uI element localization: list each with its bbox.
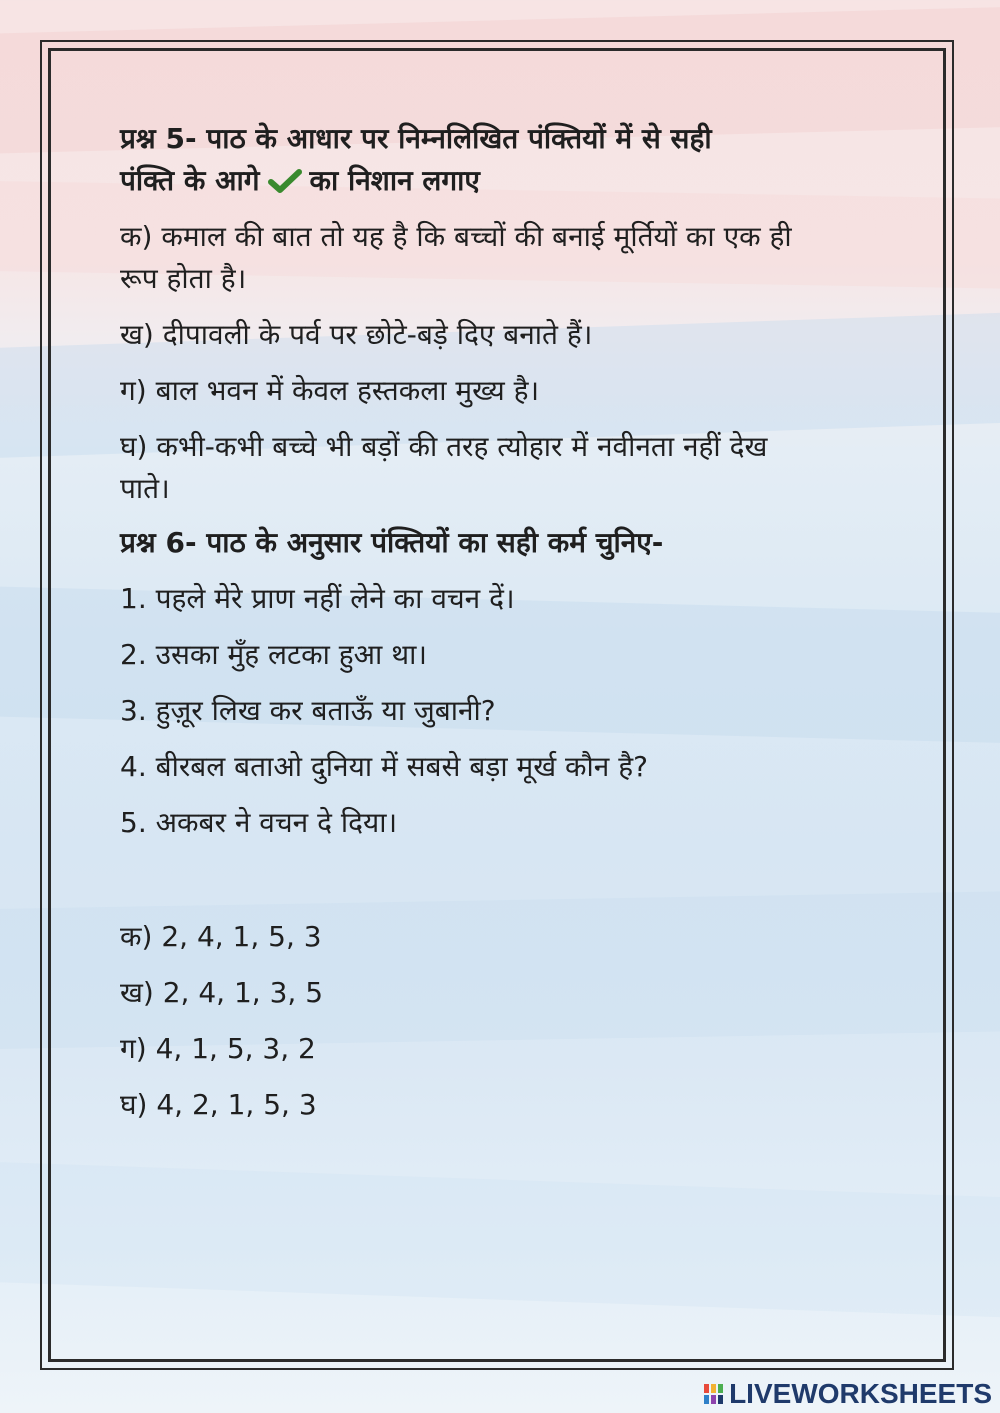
question-5-title-before: पंक्ति के आगे [120,164,260,197]
question-5-title-after: का निशान लगाए [309,164,480,197]
question-5-option-d[interactable] [120,426,900,510]
sentence-line: 3. हुज़ूर लिख कर बताऊँ या जुबानी? [120,694,496,727]
question-6-choice-d[interactable]: घ) 4, 2, 1, 5, 3 [120,1088,317,1121]
question-6-choice-c[interactable]: ग) 4, 1, 5, 3, 2 [120,1032,316,1065]
worksheet-content [120,118,900,1126]
option-text: क) कमाल की बात तो यह है कि बच्चों की बनाई मूर्तियों का एक ही [120,220,792,253]
question-6-choice-b[interactable]: ख) 2, 4, 1, 3, 5 [120,976,324,1009]
question-5-option-b[interactable] [120,314,900,356]
option-text: रूप होता है। [120,262,247,295]
question-5-option-c[interactable] [120,370,900,412]
spacer [120,844,900,902]
question-6-title: प्रश्न 6- पाठ के अनुसार पंक्तियों का सही कर्म चुनिए- [120,526,664,559]
liveworksheets-logo [703,1379,992,1409]
option-text: ग) बाल भवन में केवल हस्तकला मुख्य है। [120,374,540,407]
option-text: घ) कभी-कभी बच्चे भी बड़ों की तरह त्योहार में नवीनता नहीं देख [120,430,768,463]
option-text: ख) दीपावली के पर्व पर छोटे-बड़े दिए बनाते हैं। [120,318,593,351]
question-5-option-a[interactable] [120,216,900,300]
sentence-line: 1. पहले मेरे प्राण नहीं लेने का वचन दें। [120,582,515,615]
sentence-line: 2. उसका मुँह लटका हुआ था। [120,638,427,671]
liveworksheets-logo-text: LIVEWORKSHEETS [729,1378,992,1409]
option-text: पाते। [120,472,170,505]
checkmark-icon [268,168,302,194]
sentence-line: 5. अकबर ने वचन दे दिया। [120,806,398,839]
question-6-choice-a[interactable]: क) 2, 4, 1, 5, 3 [120,920,322,953]
question-5-title-line1: प्रश्न 5- पाठ के आधार पर निम्नलिखित पंक्तियों में से सही [120,122,712,155]
liveworksheets-logo-icon [703,1382,725,1406]
sentence-line: 4. बीरबल बताओ दुनिया में सबसे बड़ा मूर्ख कौन है? [120,750,648,783]
question-5-title-line2 [120,160,900,202]
